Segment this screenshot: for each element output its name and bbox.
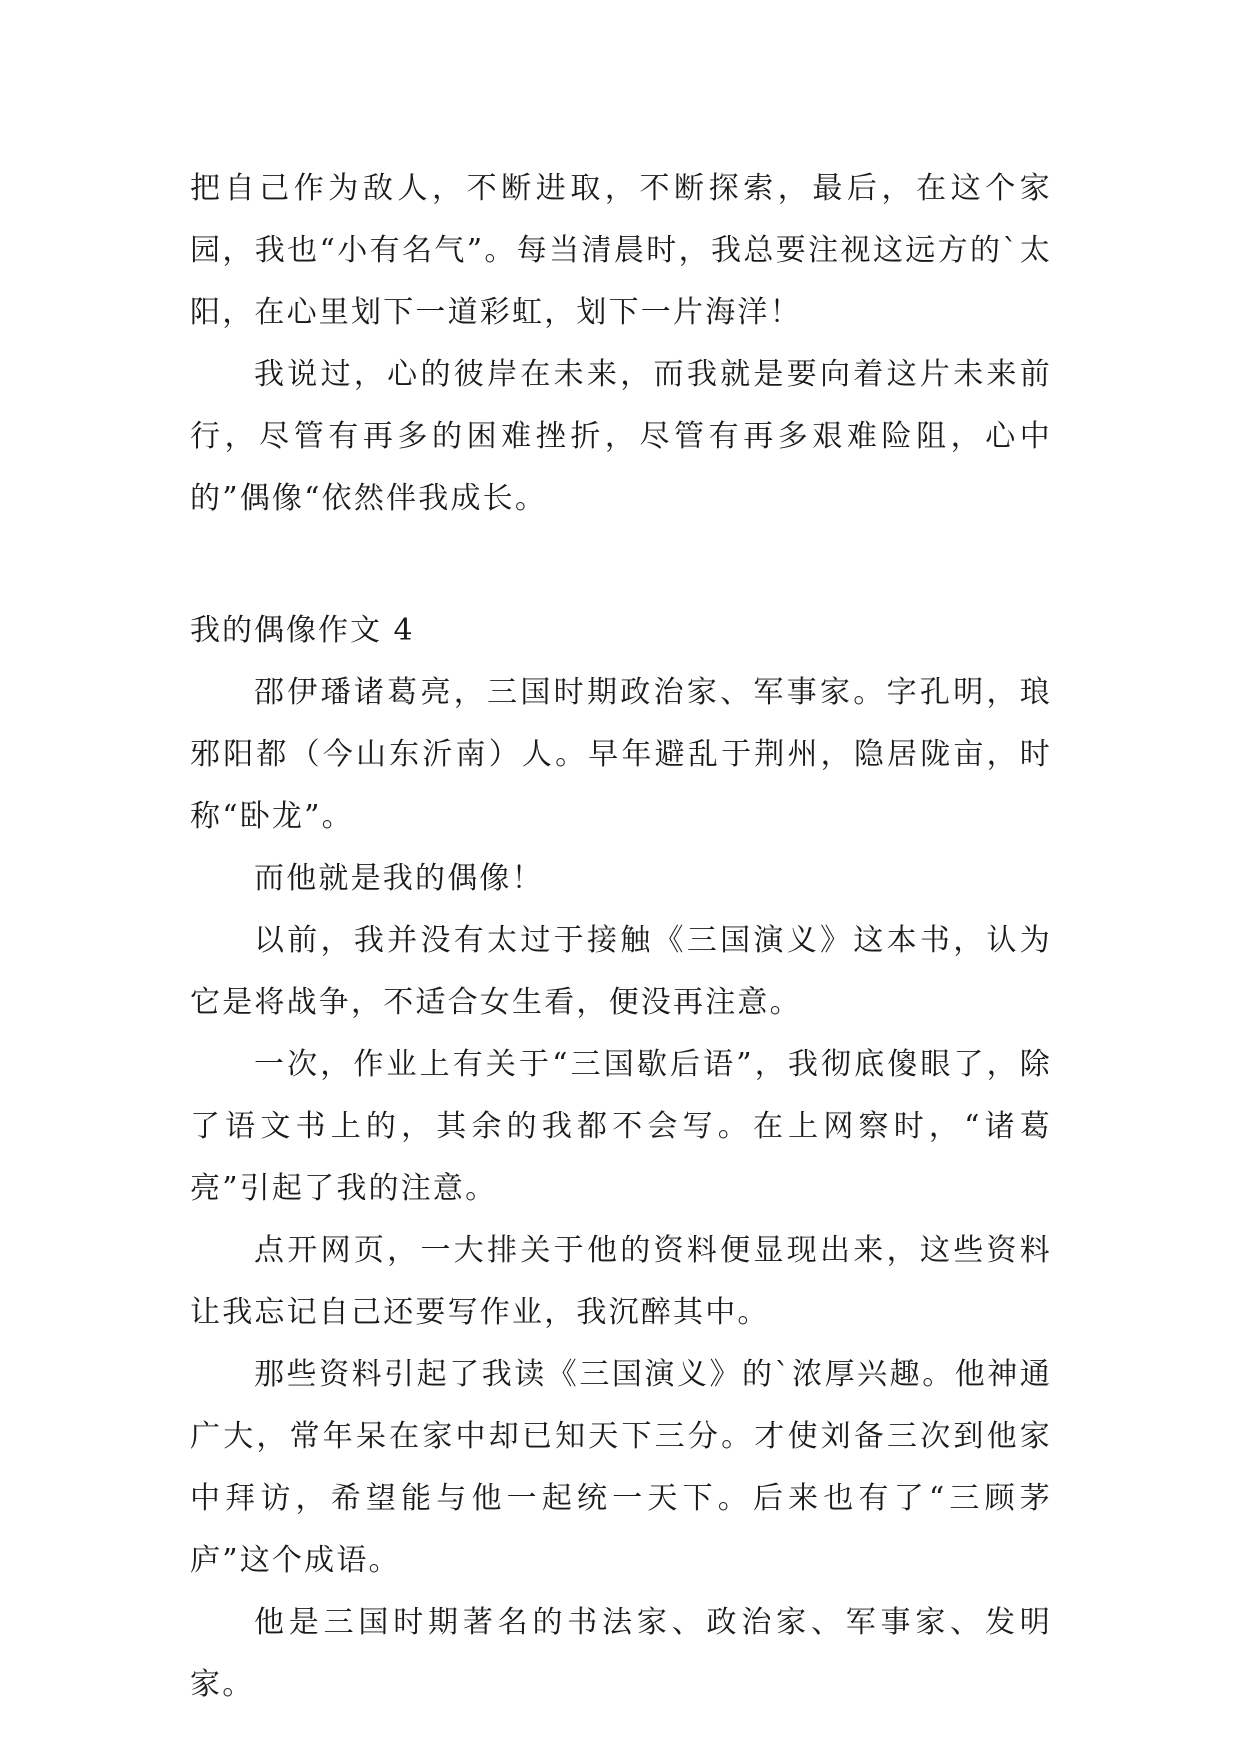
section-title: 我的偶像作文 4 bbox=[190, 613, 415, 648]
paragraph: 把自己作为敌人，不断进取，不断探索，最后，在这个家园，我也“小有名气”。每当清晨时，我总要注视这远方的`太阳，在心里划下一道彩虹，划下一片海洋！ bbox=[190, 171, 1052, 330]
document-body bbox=[190, 158, 1052, 1716]
paragraph: 那些资料引起了我读《三国演义》的`浓厚兴趣。他神通广大，常年呆在家中却已知天下三分。才使刘备三次到他家中拜访，希望能与他一起统一天下。后来也有了“三顾茅庐”这个成语。 bbox=[190, 1357, 1052, 1578]
section-gap bbox=[190, 530, 1052, 600]
paragraph: 我说过，心的彼岸在未来，而我就是要向着这片未来前行，尽管有再多的困难挫折，尽管有再多艰难险阻，心中的”偶像“依然伴我成长。 bbox=[190, 357, 1052, 516]
paragraph: 他是三国时期著名的书法家、政治家、军事家、发明家。 bbox=[190, 1605, 1052, 1702]
paragraph: 以前，我并没有太过于接触《三国演义》这本书，认为它是将战争，不适合女生看，便没再注意。 bbox=[190, 923, 1052, 1020]
paragraph: 而他就是我的偶像！ bbox=[254, 861, 544, 896]
paragraph: 一次，作业上有关于“三国歇后语”，我彻底傻眼了，除了语文书上的，其余的我都不会写。在上网察时，“诸葛亮”引起了我的注意。 bbox=[190, 1047, 1052, 1206]
paragraph: 邵伊璠诸葛亮，三国时期政治家、军事家。字孔明，琅邪阳都（今山东沂南）人。早年避乱于荆州，隐居陇亩，时称“卧龙”。 bbox=[190, 675, 1052, 834]
paragraph: 点开网页，一大排关于他的资料便显现出来，这些资料让我忘记自己还要写作业，我沉醉其中。 bbox=[190, 1233, 1052, 1330]
